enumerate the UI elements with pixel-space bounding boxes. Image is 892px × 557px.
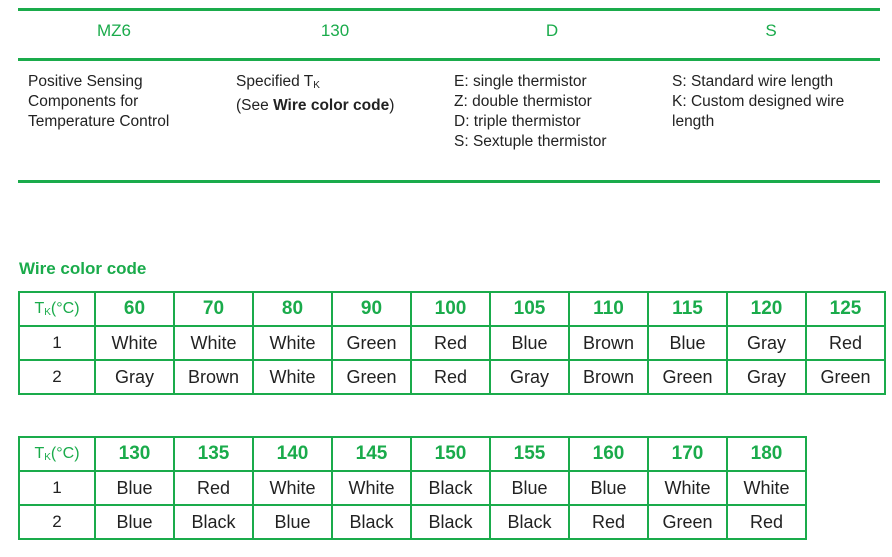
wire-number-label: 2 bbox=[19, 505, 95, 539]
description-wire-length-line: length bbox=[672, 113, 715, 130]
wire-color-cell: Red bbox=[727, 505, 806, 539]
header-label-text: T bbox=[34, 445, 45, 462]
temperature-value: 100 bbox=[411, 292, 490, 326]
temperature-value: 160 bbox=[569, 437, 648, 471]
temperature-value: 145 bbox=[332, 437, 411, 471]
wire-color-cell: Black bbox=[490, 505, 569, 539]
temperature-header-row bbox=[19, 292, 885, 326]
section-title: Wire color code bbox=[19, 259, 147, 278]
wire-color-cell: Green bbox=[648, 505, 727, 539]
wire-color-cell: White bbox=[253, 360, 332, 394]
temperature-value: 130 bbox=[95, 437, 174, 471]
wire-color-cell: Blue bbox=[490, 326, 569, 360]
wire-color-cell: Gray bbox=[727, 360, 806, 394]
description-divider bbox=[18, 180, 880, 183]
temperature-value: 170 bbox=[648, 437, 727, 471]
temperature-value: 110 bbox=[569, 292, 648, 326]
temperature-value: 120 bbox=[727, 292, 806, 326]
temperature-value: 140 bbox=[253, 437, 332, 471]
description-temperature-line bbox=[236, 96, 394, 116]
wire-number-label: 2 bbox=[19, 360, 95, 394]
temperature-value: 105 bbox=[490, 292, 569, 326]
wire-color-cell: Blue bbox=[95, 471, 174, 505]
wire-color-cell: Black bbox=[332, 505, 411, 539]
temperature-header-label bbox=[19, 437, 95, 471]
wire-number-label: 1 bbox=[19, 326, 95, 360]
temperature-value: 115 bbox=[648, 292, 727, 326]
description-series-line: Positive Sensing bbox=[28, 73, 143, 90]
part-code-segment-temperature: 130 bbox=[320, 21, 350, 40]
wire-color-cell: Brown bbox=[569, 360, 648, 394]
description-thermistor-line: D: triple thermistor bbox=[454, 113, 581, 130]
description-temperature-text: ) bbox=[389, 97, 395, 114]
wire-color-cell: Black bbox=[174, 505, 253, 539]
header-label-subscript: K bbox=[44, 452, 51, 463]
wire-color-cell: Green bbox=[806, 360, 885, 394]
top-divider bbox=[18, 8, 880, 11]
temperature-value: 180 bbox=[727, 437, 806, 471]
wire-color-cell: White bbox=[648, 471, 727, 505]
wire-number-label: 1 bbox=[19, 471, 95, 505]
temperature-value: 155 bbox=[490, 437, 569, 471]
temperature-value: 70 bbox=[174, 292, 253, 326]
wire-color-table-2 bbox=[18, 436, 807, 540]
wire-color-cell: Red bbox=[806, 326, 885, 360]
description-temperature-text: (See bbox=[236, 97, 274, 114]
temperature-value: 90 bbox=[332, 292, 411, 326]
wire-color-cell: Red bbox=[411, 360, 490, 394]
wire-color-cell: Red bbox=[174, 471, 253, 505]
wire-color-cell: Blue bbox=[95, 505, 174, 539]
description-thermistor-line: Z: double thermistor bbox=[454, 93, 592, 110]
description-series-line: Components for bbox=[28, 93, 139, 110]
part-code-row bbox=[18, 21, 880, 51]
description-thermistor-line: S: Sextuple thermistor bbox=[454, 133, 607, 150]
part-code-segment-wire-length: S bbox=[765, 21, 777, 40]
description-thermistor-line: E: single thermistor bbox=[454, 73, 587, 90]
wire-color-cell: White bbox=[253, 471, 332, 505]
temperature-value: 80 bbox=[253, 292, 332, 326]
wire-color-cell: Green bbox=[332, 326, 411, 360]
header-label-unit: (°C) bbox=[50, 445, 80, 462]
description-temperature bbox=[236, 72, 394, 116]
header-label-text: T bbox=[34, 300, 45, 317]
wire-color-cell: Gray bbox=[727, 326, 806, 360]
wire-color-cell: Green bbox=[332, 360, 411, 394]
wire-color-cell: Blue bbox=[569, 471, 648, 505]
wire-color-table-1 bbox=[18, 291, 886, 395]
description-wire-length-line: K: Custom designed wire bbox=[672, 93, 845, 110]
description-temperature-subscript: K bbox=[313, 80, 320, 91]
wire-color-cell: Brown bbox=[174, 360, 253, 394]
wire-color-cell: White bbox=[332, 471, 411, 505]
description-series bbox=[28, 72, 169, 132]
description-wire-length-line: S: Standard wire length bbox=[672, 73, 834, 90]
wire-color-cell: Green bbox=[648, 360, 727, 394]
wire-color-cell: White bbox=[174, 326, 253, 360]
part-code-segment-series: MZ6 bbox=[97, 21, 131, 40]
temperature-header-row bbox=[19, 437, 806, 471]
wire-color-cell: Red bbox=[569, 505, 648, 539]
header-label-subscript: K bbox=[44, 307, 51, 318]
description-temperature-text: Specified T bbox=[236, 73, 314, 90]
temperature-value: 60 bbox=[95, 292, 174, 326]
wire-color-cell: Blue bbox=[253, 505, 332, 539]
description-temperature-line bbox=[236, 72, 394, 96]
wire-color-row bbox=[19, 471, 806, 505]
wire-color-row bbox=[19, 505, 806, 539]
temperature-value: 125 bbox=[806, 292, 885, 326]
temperature-header-label bbox=[19, 292, 95, 326]
temperature-value: 150 bbox=[411, 437, 490, 471]
wire-color-row bbox=[19, 326, 885, 360]
wire-color-cell: Blue bbox=[648, 326, 727, 360]
wire-color-code-reference: Wire color code bbox=[273, 97, 390, 114]
wire-color-cell: Gray bbox=[95, 360, 174, 394]
wire-color-cell: Black bbox=[411, 471, 490, 505]
description-wire-length bbox=[672, 72, 844, 132]
header-label-unit: (°C) bbox=[50, 300, 80, 317]
wire-color-cell: White bbox=[727, 471, 806, 505]
wire-color-cell: Gray bbox=[490, 360, 569, 394]
part-code-segment-thermistor-count: D bbox=[545, 21, 559, 40]
description-series-line: Temperature Control bbox=[28, 113, 170, 130]
description-thermistor-count bbox=[454, 72, 606, 152]
wire-color-cell: Red bbox=[411, 326, 490, 360]
wire-color-cell: Brown bbox=[569, 326, 648, 360]
wire-color-row bbox=[19, 360, 885, 394]
wire-color-cell: Black bbox=[411, 505, 490, 539]
code-divider bbox=[18, 58, 880, 61]
wire-color-cell: White bbox=[253, 326, 332, 360]
wire-color-cell: Blue bbox=[490, 471, 569, 505]
wire-color-cell: White bbox=[95, 326, 174, 360]
temperature-value: 135 bbox=[174, 437, 253, 471]
